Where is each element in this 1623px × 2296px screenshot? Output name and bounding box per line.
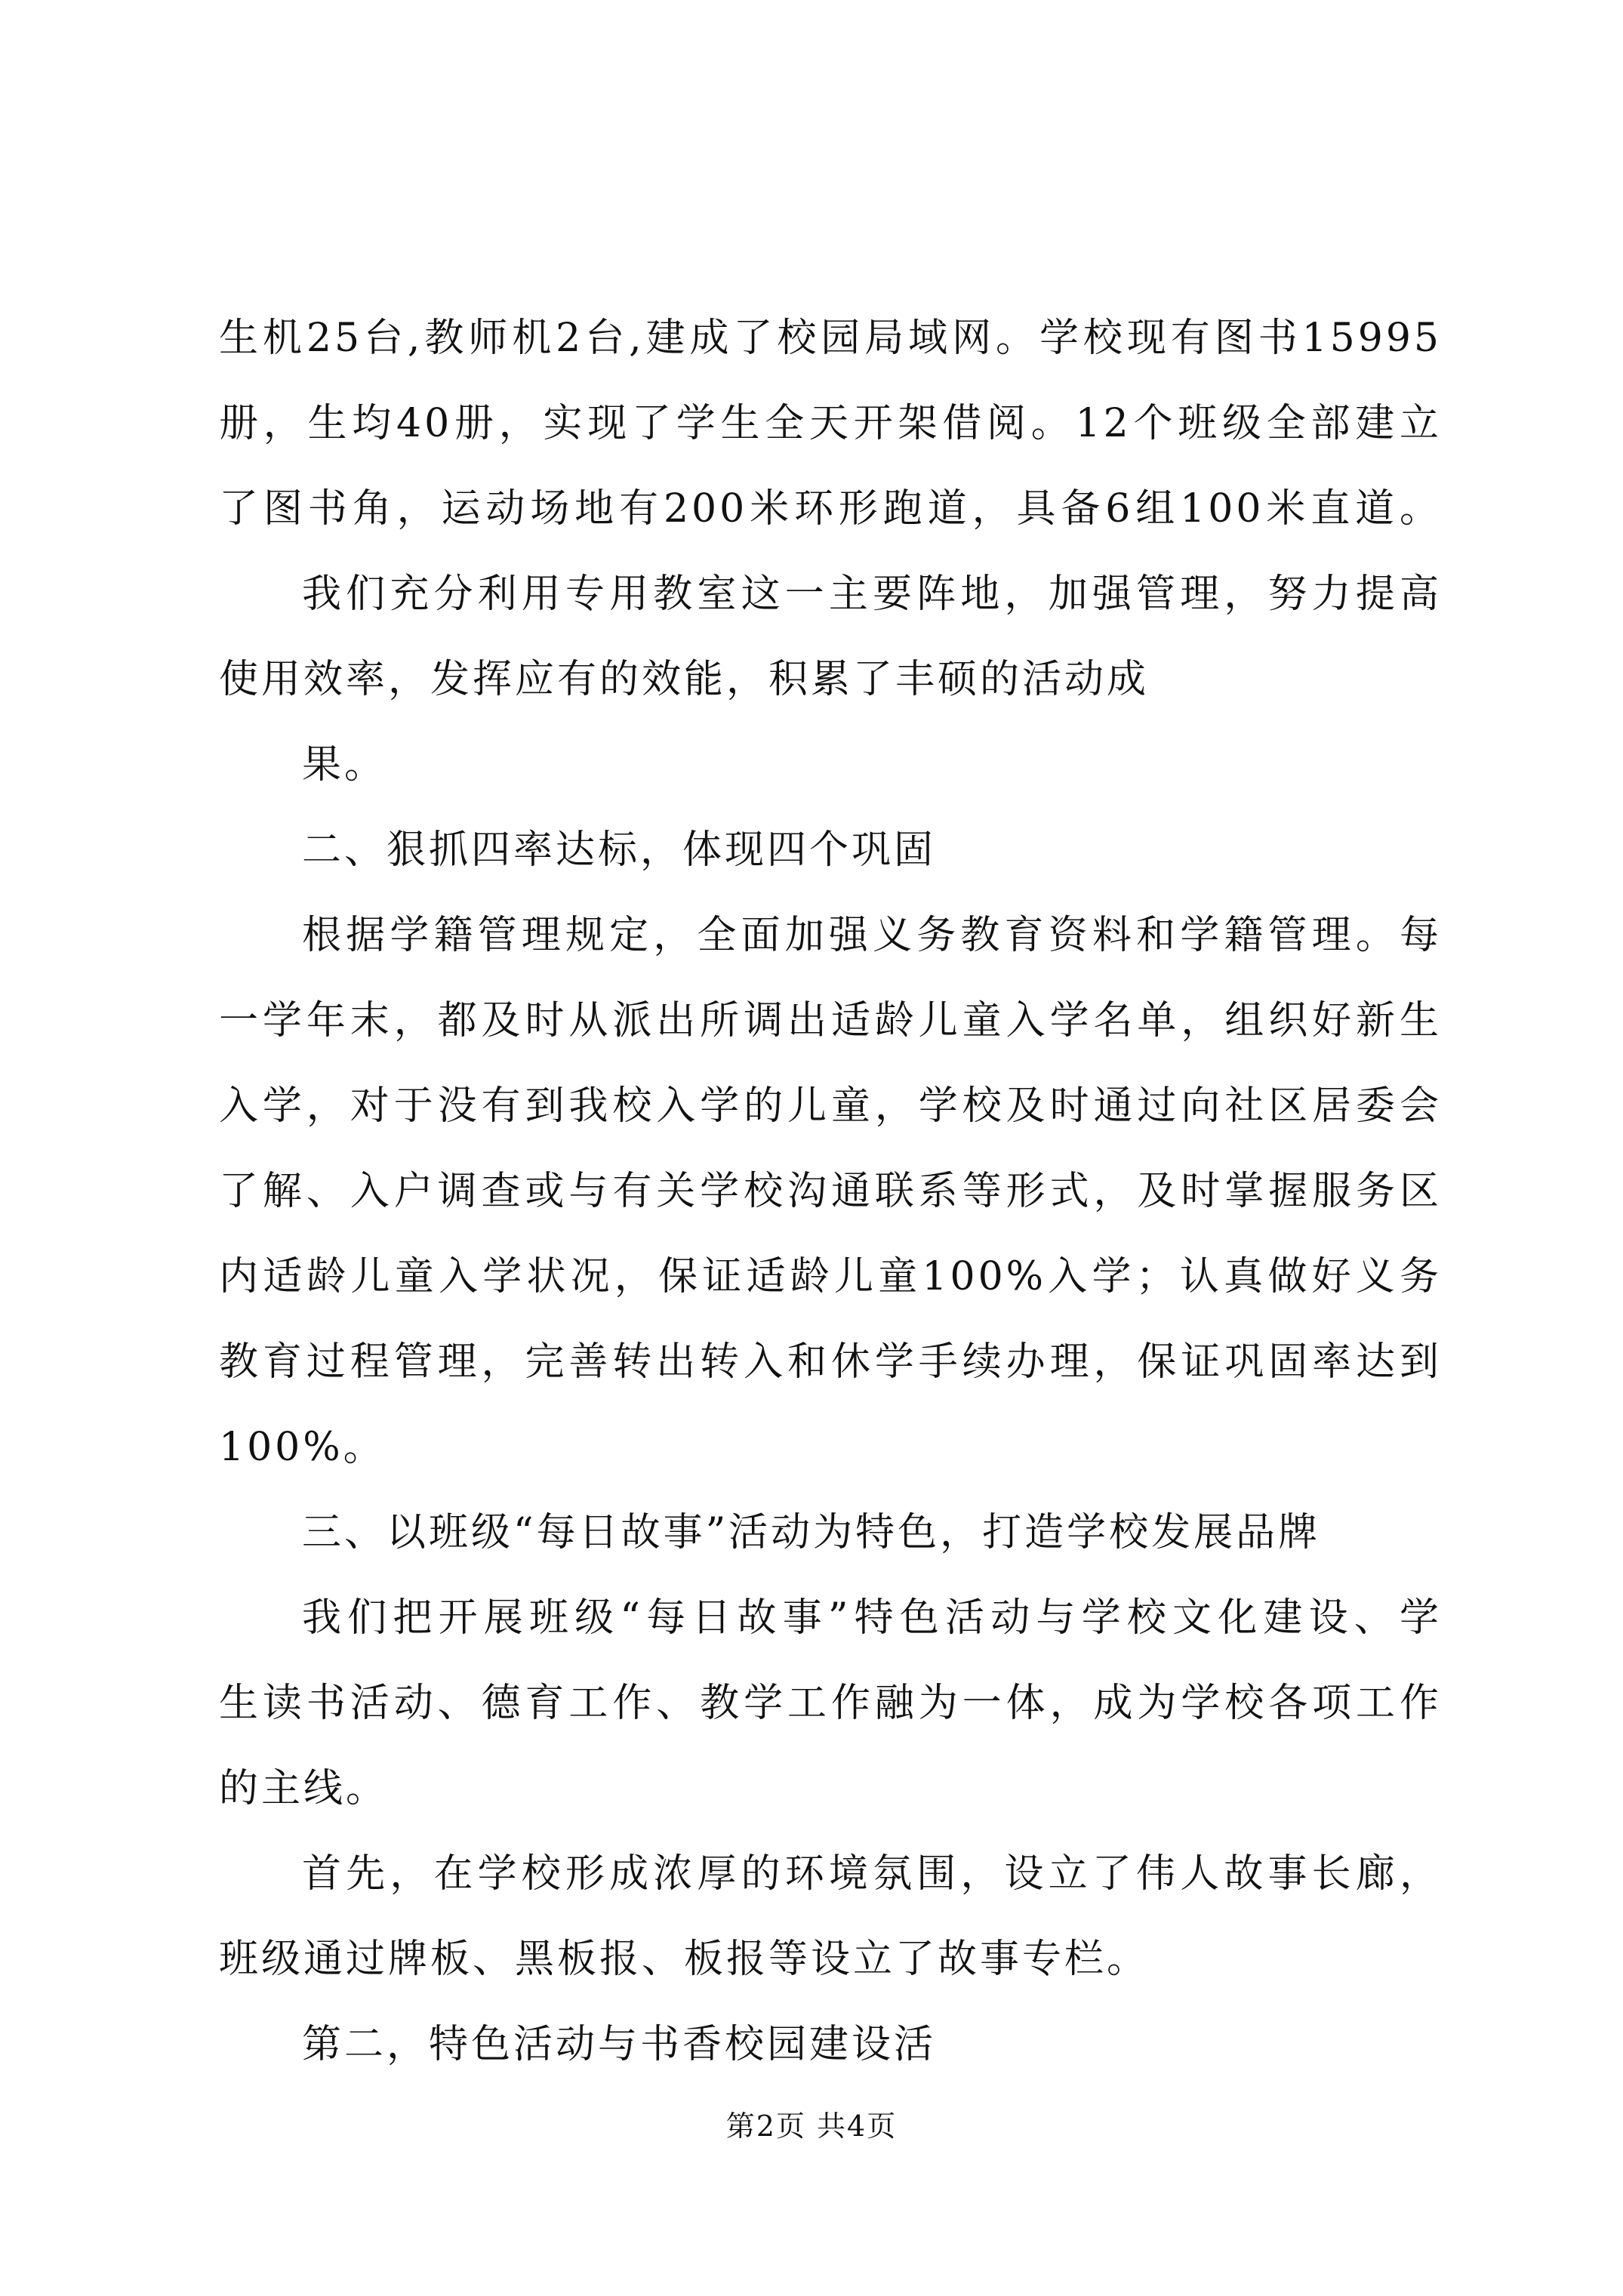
text-line: 一学年末，都及时从派出所调出适龄儿童入学名单，组织好新生: [219, 998, 1442, 1043]
text-line: 根据学籍管理规定，全面加强义务教育资料和学籍管理。每: [302, 913, 1442, 958]
text-line: 的主线。: [219, 1766, 389, 1811]
text-line: 教育过程管理，完善转出转入和休学手续办理，保证巩固率达到: [219, 1339, 1442, 1385]
text-line: 使用效率，发挥应有的效能，积累了丰硕的活动成: [219, 657, 1150, 702]
section-heading: 三、以班级“每日故事”活动为特色，打造学校发展品牌: [302, 1510, 1321, 1555]
page-number: 第2页 共4页: [725, 2110, 898, 2143]
page-footer: [0, 2103, 1623, 2144]
text-line: 班级通过牌板、黑板报、板报等设立了故事专栏。: [219, 1937, 1150, 1982]
text-line: 我们把开展班级“每日故事”特色活动与学校文化建设、学: [302, 1595, 1442, 1641]
section-heading: 二、狠抓四率达标，体现四个巩固: [302, 827, 937, 873]
document-body: [219, 296, 1442, 2088]
text-line: 入学，对于没有到我校入学的儿童，学校及时通过向社区居委会: [219, 1083, 1442, 1129]
text-line: 内适龄儿童入学状况，保证适龄儿童100%入学；认真做好义务: [219, 1254, 1442, 1299]
text-line: 100%。: [219, 1425, 386, 1470]
text-line: 生读书活动、德育工作、教学工作融为一体，成为学校各项工作: [219, 1681, 1442, 1726]
text-line: 了图书角，运动场地有200米环形跑道，具备6组100米直道。: [219, 486, 1442, 532]
text-line: 生机25台,教师机2台,建成了校园局域网。学校现有图书15995: [219, 316, 1442, 361]
text-line: 第二，特色活动与书香校园建设活: [302, 2022, 937, 2067]
text-line: 果。: [302, 742, 387, 787]
text-line: 首先，在学校形成浓厚的环境氛围，设立了伟人故事长廊，: [302, 1851, 1442, 1897]
text-line: 了解、入户调查或与有关学校沟通联系等形式，及时掌握服务区: [219, 1169, 1442, 1214]
text-line: 册，生均40册，实现了学生全天开架借阅。12个班级全部建立: [219, 401, 1442, 446]
text-line: 我们充分利用专用教室这一主要阵地，加强管理，努力提高: [302, 572, 1442, 617]
